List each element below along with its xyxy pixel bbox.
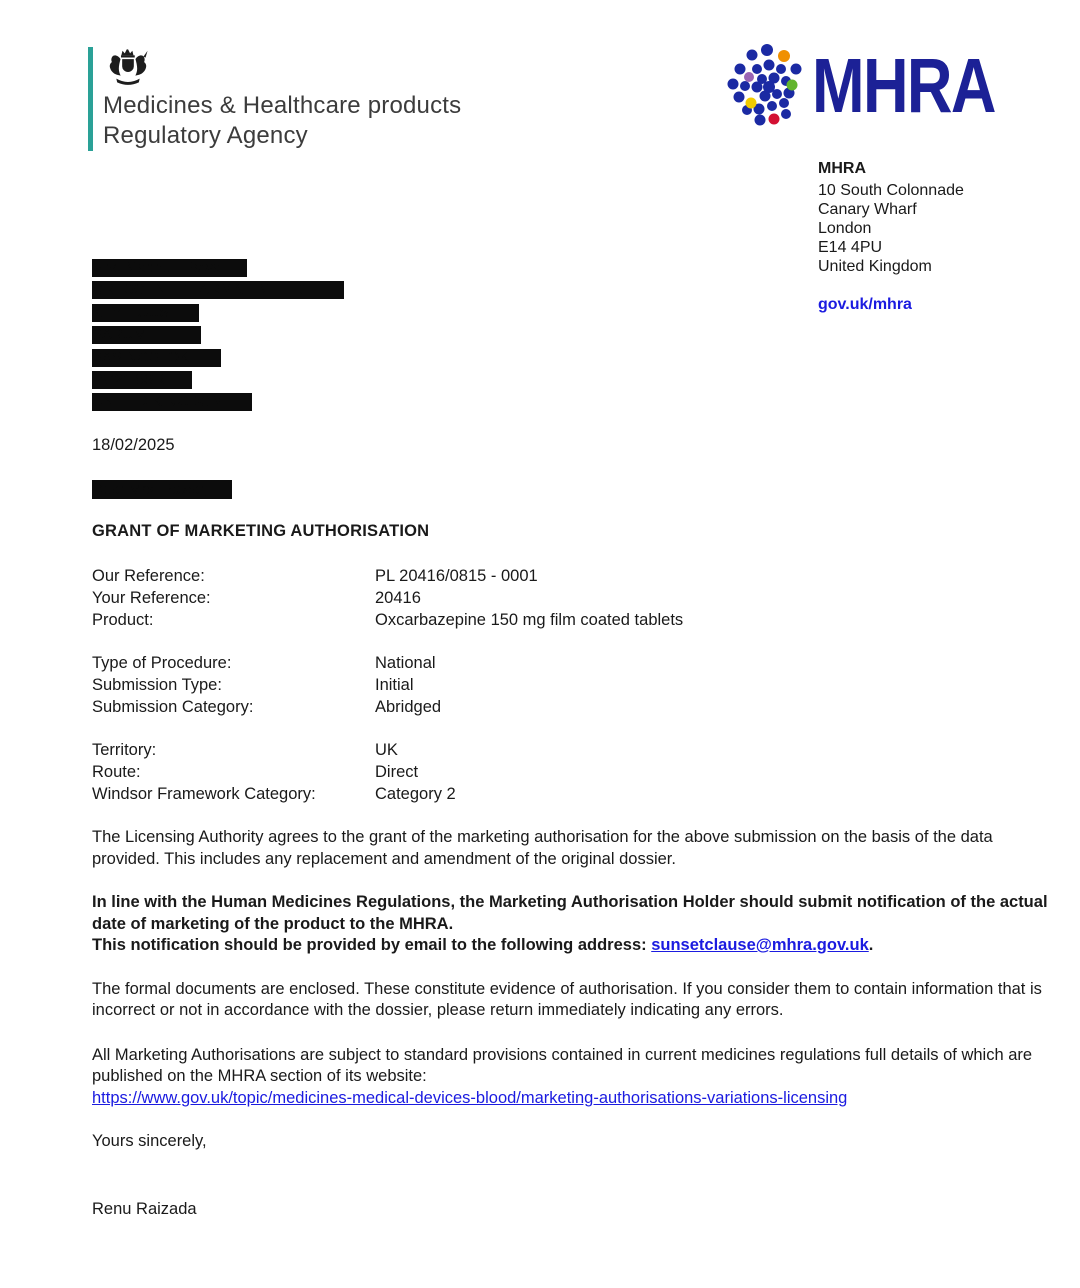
provisions-paragraph [92,1045,1048,1110]
table-row [92,674,683,696]
redacted-recipient-line: KEY HOUSE [92,304,199,322]
table-row [92,739,683,761]
redacted-recipient-line: Mrs. Madhuri Pawar [92,259,247,277]
notification-paragraph [92,892,1048,957]
subject-heading: GRANT OF MARKETING AUTHORISATION [92,522,430,540]
table-row [92,652,683,674]
ref-label: Product: [92,611,154,629]
ref-value: 20416 [375,589,421,607]
ref-value: Abridged [375,698,442,716]
ref-label: Route: [92,763,141,781]
redacted-salutation: Dear Mrs. Pawar, [92,480,232,499]
agency-name-line1: Medicines & Healthcare products [103,92,462,119]
ref-value: UK [375,741,398,759]
ref-value: Direct [375,763,419,781]
sender-address-line: London [818,220,872,237]
letter-date: 18/02/2025 [92,436,175,454]
ref-label: Our Reference: [92,567,205,585]
ref-value: Category 2 [375,785,456,803]
sender-address-line: United Kingdom [818,258,932,275]
redacted-recipient-line: CRESCENT PHARMA LIMITED [92,281,344,299]
redacted-recipient-line: UNITED KINGDOM [92,393,252,411]
notification-bold-text: In line with the Human Medicines Regulations, the Marketing Authorisation Holder should submit notification of the actual date of marketing of the product to the MHRA. [92,893,1048,933]
table-row [92,696,683,718]
ref-value: Oxcarbazepine 150 mg film coated tablets [375,611,684,629]
redacted-recipient-line: RG21 8SR [92,371,192,389]
table-row [92,587,683,609]
table-row [92,783,683,805]
redacted-recipient-line: SARUM HILL [92,326,201,344]
documents-paragraph: The formal documents are enclosed. These constitute evidence of authorisation. If you consider them to contain information that is incorrect or not in accordance with the dossier, please return immediately indicating any errors. [92,979,1042,1019]
agency-name [103,91,461,151]
sender-address-line: 10 South Colonnade [818,182,964,199]
ref-label: Type of Procedure: [92,654,232,672]
ref-label: Submission Type: [92,676,222,694]
ref-label: Territory: [92,741,157,759]
ref-value: PL 20416/0815 - 0001 [375,567,538,585]
agency-name-line2: Regulatory Agency [103,122,308,149]
table-row [92,565,683,587]
grant-paragraph: The Licensing Authority agrees to the grant of the marketing authorisation for the above submission on the basis of the data provided. This includes any replacement and amendment of the original dossier. [92,828,993,868]
ref-label: Submission Category: [92,698,254,716]
signatory-name: Renu Raizada [92,1199,197,1218]
closing-line: Yours sincerely, [92,1132,207,1150]
recipient-address-block [92,259,344,416]
gov-uk-mhra-link[interactable]: gov.uk/mhra [818,296,912,313]
table-row [92,761,683,783]
sender-name: MHRA [818,160,866,177]
provisions-text: All Marketing Authorisations are subject to standard provisions contained in current medicines regulations full details of which are published on the MHRA section of its website: [92,1045,1033,1085]
sender-address-block [818,159,964,314]
marketing-authorisations-licensing-link[interactable]: https://www.gov.uk/topic/medicines-medical-devices-blood/marketing-authorisations-variations-licensing [92,1088,848,1107]
letter-body [92,827,1048,1220]
mhra-wordmark: MHRA [812,43,995,129]
notification-email-suffix: . [868,936,874,954]
redacted-recipient-line: BASINGSTOKE [92,349,221,367]
sunset-clause-email-link[interactable]: sunsetclause@mhra.gov.uk [651,936,869,954]
sender-address-line: Canary Wharf [818,201,917,218]
mhra-dots-logo-icon [722,36,814,132]
ref-label: Windsor Framework Category: [92,785,316,803]
ref-value: National [375,654,436,672]
brand-accent-bar [88,47,93,151]
ref-label: Your Reference: [92,589,211,607]
royal-crest-icon [103,45,153,89]
table-row [92,609,683,631]
reference-table [92,565,683,805]
ref-value: Initial [375,676,414,694]
sender-address-line: E14 4PU [818,239,883,256]
notification-email-prefix: This notification should be provided by email to the following address: [92,936,652,954]
